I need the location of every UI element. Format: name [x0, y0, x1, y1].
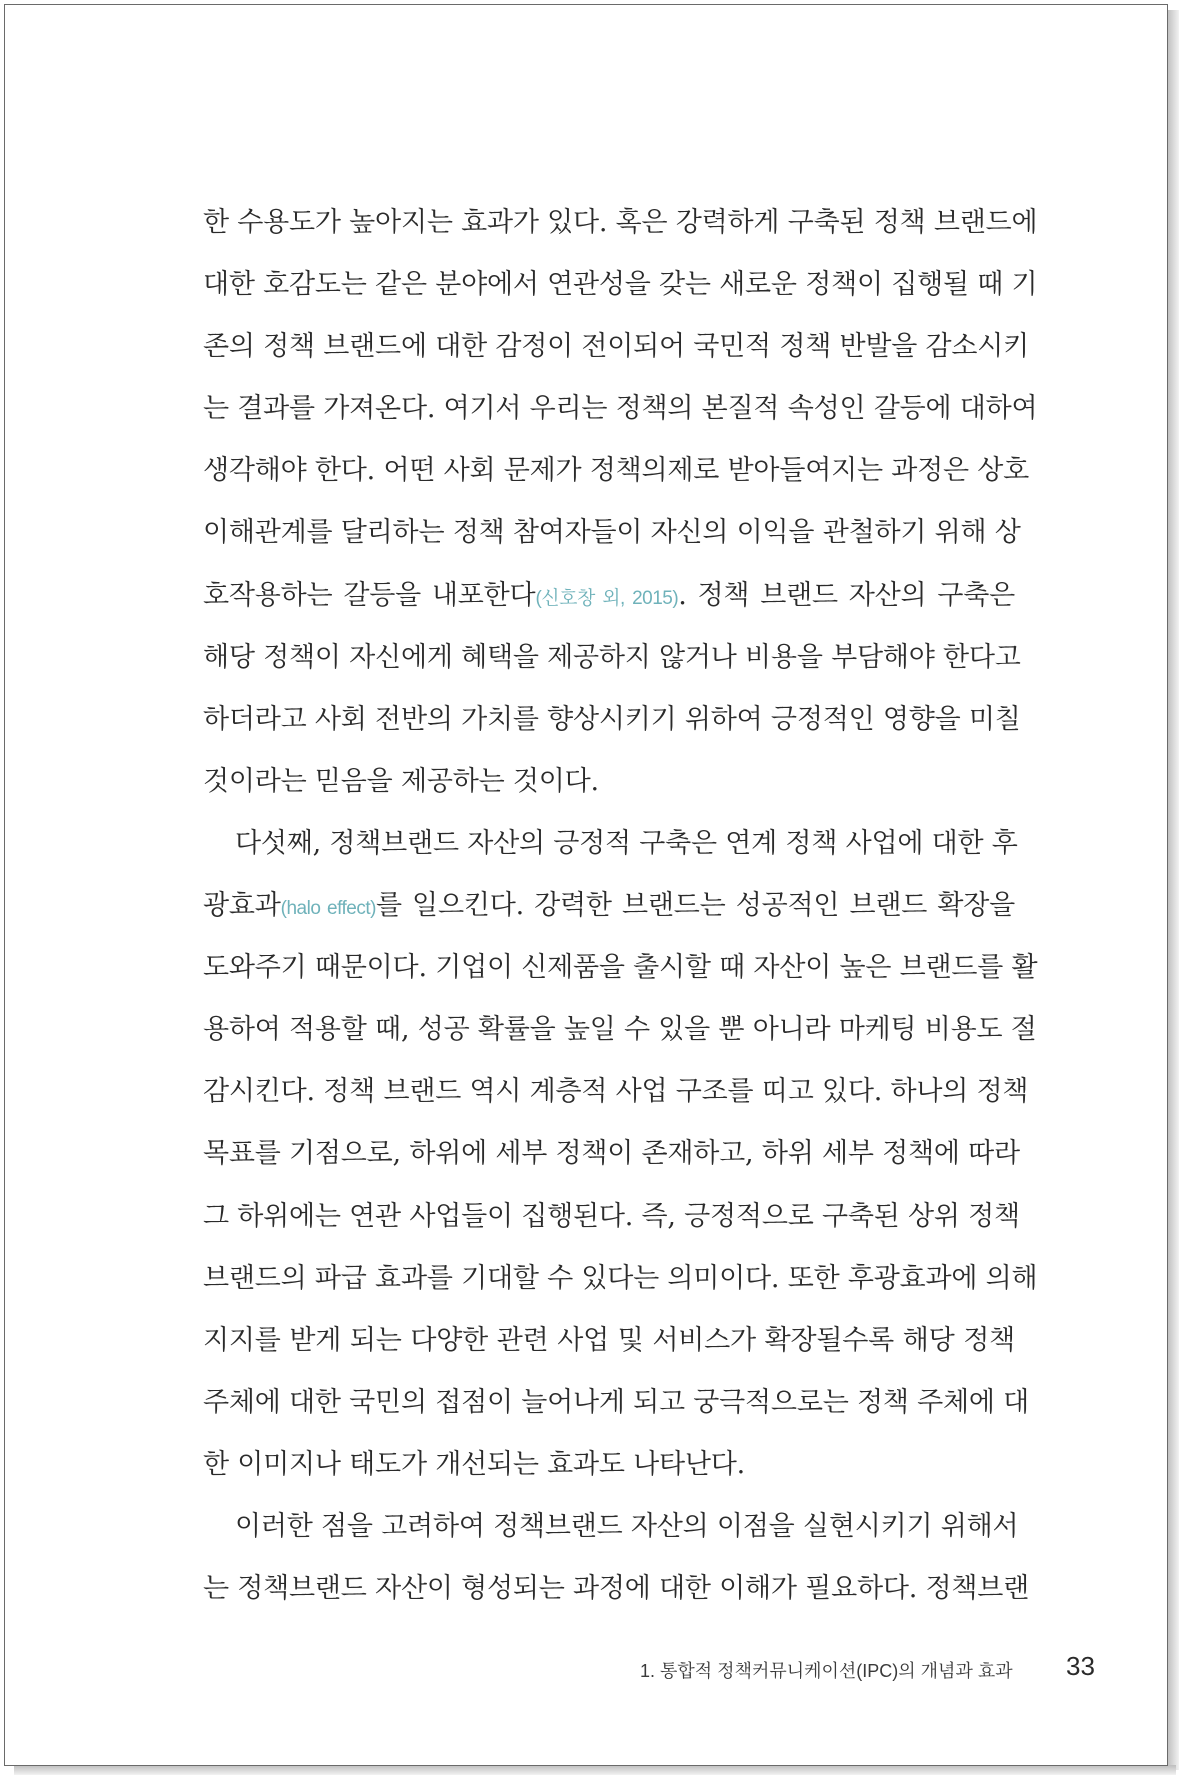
page-shadow-bottom	[14, 1765, 1176, 1775]
text-line: 대한 호감도는 같은 분야에서 연관성을 갖는 새로운 정책이 집행될 때 기	[203, 269, 1038, 301]
text-line: 해당 정책이 자신에게 혜택을 제공하지 않거나 비용을 부담해야 한다고	[203, 641, 1021, 673]
page-number: 33	[1066, 1651, 1095, 1681]
paragraph-first-line: 이러한 점을 고려하여 정책브랜드 자산의 이점을 실현시키기 위해서	[235, 1510, 1019, 1542]
running-footer-title: 1. 통합적 정책커뮤니케이션(IPC)의 개념과 효과	[640, 1661, 1013, 1681]
text-line	[203, 565, 1015, 627]
text-line: 도와주기 때문이다. 기업이 신제품을 출시할 때 자산이 높은 브랜드를 활	[203, 952, 1038, 984]
text-line: 하더라고 사회 전반의 가치를 향상시키기 위하여 긍정적인 영향을 미칠	[203, 703, 1021, 735]
citation: (신호창 외, 2015)	[535, 587, 679, 609]
text-line	[203, 875, 1015, 937]
paragraph-last-line: 것이라는 믿음을 제공하는 것이다.	[203, 765, 599, 797]
text-line: 그 하위에는 연관 사업들이 집행된다. 즉, 긍정적으로 구축된 상위 정책	[203, 1200, 1020, 1232]
text-segment: 를 일으킨다. 강력한 브랜드는 성공적인 브랜드 확장을	[375, 890, 1015, 922]
paragraph-last-line: 한 이미지나 태도가 개선되는 효과도 나타난다.	[203, 1448, 746, 1480]
text-segment: 호작용하는 갈등을 내포한다	[203, 579, 536, 611]
text-line: 감시킨다. 정책 브랜드 역시 계층적 사업 구조를 띠고 있다. 하나의 정책	[203, 1076, 1029, 1108]
text-line: 주체에 대한 국민의 접점이 늘어나게 되고 궁극적으로는 정책 주체에 대	[203, 1386, 1030, 1418]
text-line: 는 결과를 가져온다. 여기서 우리는 정책의 본질적 속성인 갈등에 대하여	[203, 393, 1038, 425]
text-line: 목표를 기점으로, 하위에 세부 정책이 존재하고, 하위 세부 정책에 따라	[203, 1138, 1020, 1170]
text-line: 는 정책브랜드 자산이 형성되는 과정에 대한 이해가 필요하다. 정책브랜	[203, 1573, 1030, 1605]
text-line: 존의 정책 브랜드에 대한 감정이 전이되어 국민적 정책 반발을 감소시키	[203, 331, 1030, 363]
text-line: 지지를 받게 되는 다양한 관련 사업 및 서비스가 확장될수록 해당 정책	[203, 1324, 1015, 1356]
text-segment: . 정책 브랜드 자산의 구축은	[678, 579, 1015, 611]
text-line: 생각해야 한다. 어떤 사회 문제가 정책의제로 받아들여지는 과정은 상호	[203, 455, 1030, 487]
body-text	[203, 192, 1038, 1620]
term-annotation: (halo effect)	[280, 898, 376, 920]
page-shadow-right	[1167, 10, 1179, 1770]
text-segment: 광효과	[203, 890, 281, 922]
text-line: 한 수용도가 높아지는 효과가 있다. 혹은 강력하게 구축된 정책 브랜드에	[203, 207, 1038, 238]
text-line: 용하여 적용할 때, 성공 확률을 높일 수 있을 뿐 아니라 마케팅 비용도 절	[203, 1014, 1037, 1046]
text-line: 브랜드의 파급 효과를 기대할 수 있다는 의미이다. 또한 후광효과에 의해	[203, 1262, 1038, 1294]
text-line: 이해관계를 달리하는 정책 참여자들이 자신의 이익을 관철하기 위해 상	[203, 517, 1021, 549]
paragraph-first-line: 다섯째, 정책브랜드 자산의 긍정적 구축은 연계 정책 사업에 대한 후	[235, 827, 1018, 859]
